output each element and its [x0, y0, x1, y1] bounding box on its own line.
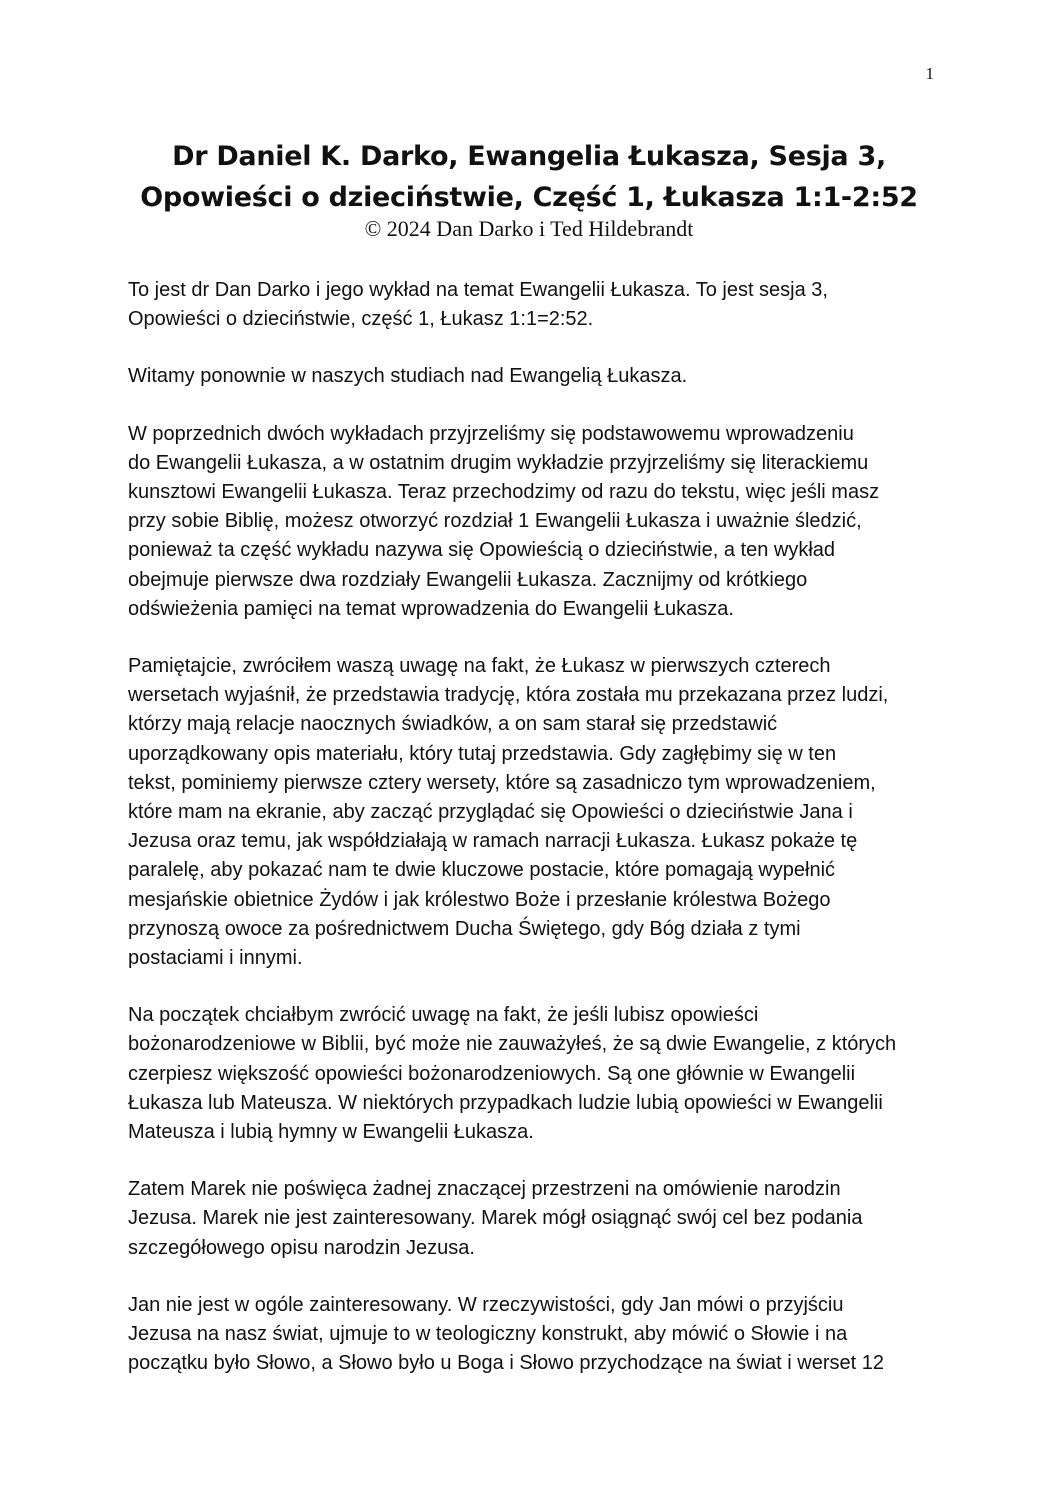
paragraph	[128, 1175, 948, 1263]
text-line: Witamy ponownie w naszych studiach nad Ewangelią Łukasza.	[128, 365, 688, 388]
text-line: Jezusa. Marek nie jest zainteresowany. Marek mógł osiągnąć swój cel bez podania	[128, 1207, 863, 1230]
document-title-line-2: Opowieści o dzieciństwie, Część 1, Łukasza 1:1-2:52	[140, 182, 918, 213]
text-line: ponieważ ta część wykładu nazywa się Opowieścią o dzieciństwie, a ten wykład	[128, 539, 836, 562]
paragraph	[128, 276, 948, 334]
text-line: uporządkowany opis materiału, który tutaj przedstawia. Gdy zagłębimy się w ten	[128, 742, 837, 765]
text-line: Jezusa oraz temu, jak współdziałają w ramach narracji Łukasza. Łukasz pokaże tę	[128, 830, 858, 853]
paragraph	[128, 420, 948, 624]
text-line: W poprzednich dwóch wykładach przyjrzeliśmy się podstawowemu wprowadzeniu	[128, 422, 854, 445]
text-line: Zatem Marek nie poświęca żadnej znaczącej przestrzeni na omówienie narodzin	[128, 1178, 841, 1201]
document-title	[100, 136, 958, 218]
copyright-notice: © 2024 Dan Darko i Ted Hildebrandt	[364, 216, 694, 241]
text-line: którzy mają relacje naocznych świadków, a on sam starał się przedstawić	[128, 713, 778, 736]
text-line: Łukasza lub Mateusza. W niektórych przypadkach ludzie lubią opowieści w Ewangelii	[128, 1091, 883, 1114]
text-line: mesjańskie obietnice Żydów i jak królestwo Boże i przesłanie królestwa Bożego	[128, 888, 831, 911]
paragraph	[128, 652, 948, 973]
text-line: przynoszą owoce za pośrednictwem Ducha Świętego, gdy Bóg działa z tymi	[128, 917, 801, 940]
text-line: które mam na ekranie, aby zacząć przyglądać się Opowieści o dzieciństwie Jana i	[128, 801, 853, 824]
paragraph	[128, 1001, 948, 1147]
text-line: czerpiesz większość opowieści bożonarodzeniowych. Są one głównie w Ewangelii	[128, 1062, 856, 1085]
text-line: paralelę, aby pokazać nam te dwie kluczowe postacie, które pomagają wypełnić	[128, 859, 836, 882]
text-line: kunsztowi Ewangelii Łukasza. Teraz przechodzimy od razu do tekstu, więc jeśli masz	[128, 481, 880, 504]
paragraph	[128, 362, 948, 391]
text-line: początku było Słowo, a Słowo było u Boga i Słowo przychodzące na świat i werset 12	[128, 1352, 884, 1375]
text-line: Jezusa na nasz świat, ujmuje to w teologiczny konstrukt, aby mówić o Słowie i na	[128, 1323, 848, 1346]
text-line: Opowieści o dzieciństwie, część 1, Łukasz 1:1=2:52.	[128, 308, 594, 331]
text-line: odświeżenia pamięci na temat wprowadzenia do Ewangelii Łukasza.	[128, 597, 734, 620]
text-line: obejmuje pierwsze dwa rozdziały Ewangelii Łukasza. Zacznijmy od krótkiego	[128, 568, 808, 591]
text-line: postaciami i innymi.	[128, 947, 303, 970]
paragraph	[128, 1291, 948, 1379]
text-line: Na początek chciałbym zwrócić uwagę na fakt, że jeśli lubisz opowieści	[128, 1004, 759, 1027]
document-body	[128, 276, 948, 1407]
page-number: 1	[925, 64, 934, 83]
text-line: szczegółowego opisu narodzin Jezusa.	[128, 1236, 475, 1259]
text-line: Jan nie jest w ogóle zainteresowany. W rzeczywistości, gdy Jan mówi o przyjściu	[128, 1293, 844, 1316]
text-line: wersetach wyjaśnił, że przedstawia tradycję, która została mu przekazana przez ludzi,	[128, 684, 889, 707]
text-line: To jest dr Dan Darko i jego wykład na temat Ewangelii Łukasza. To jest sesja 3,	[128, 279, 828, 301]
text-line: bożonarodzeniowe w Biblii, być może nie zauważyłeś, że są dwie Ewangelie, z których	[128, 1033, 897, 1056]
text-line: tekst, pominiemy pierwsze cztery wersety, które są zasadniczo tym wprowadzeniem,	[128, 771, 876, 794]
text-line: Mateusza i lubią hymny w Ewangelii Łukasza.	[128, 1121, 534, 1144]
document-title-line-1: Dr Daniel K. Darko, Ewangelia Łukasza, Sesja 3,	[172, 141, 886, 172]
text-line: do Ewangelii Łukasza, a w ostatnim drugim wykładzie przyjrzeliśmy się literackiemu	[128, 451, 869, 474]
text-line: przy sobie Biblię, możesz otworzyć rozdział 1 Ewangelii Łukasza i uważnie śledzić,	[128, 510, 862, 533]
text-line: Pamiętajcie, zwróciłem waszą uwagę na fakt, że Łukasz w pierwszych czterech	[128, 655, 831, 678]
